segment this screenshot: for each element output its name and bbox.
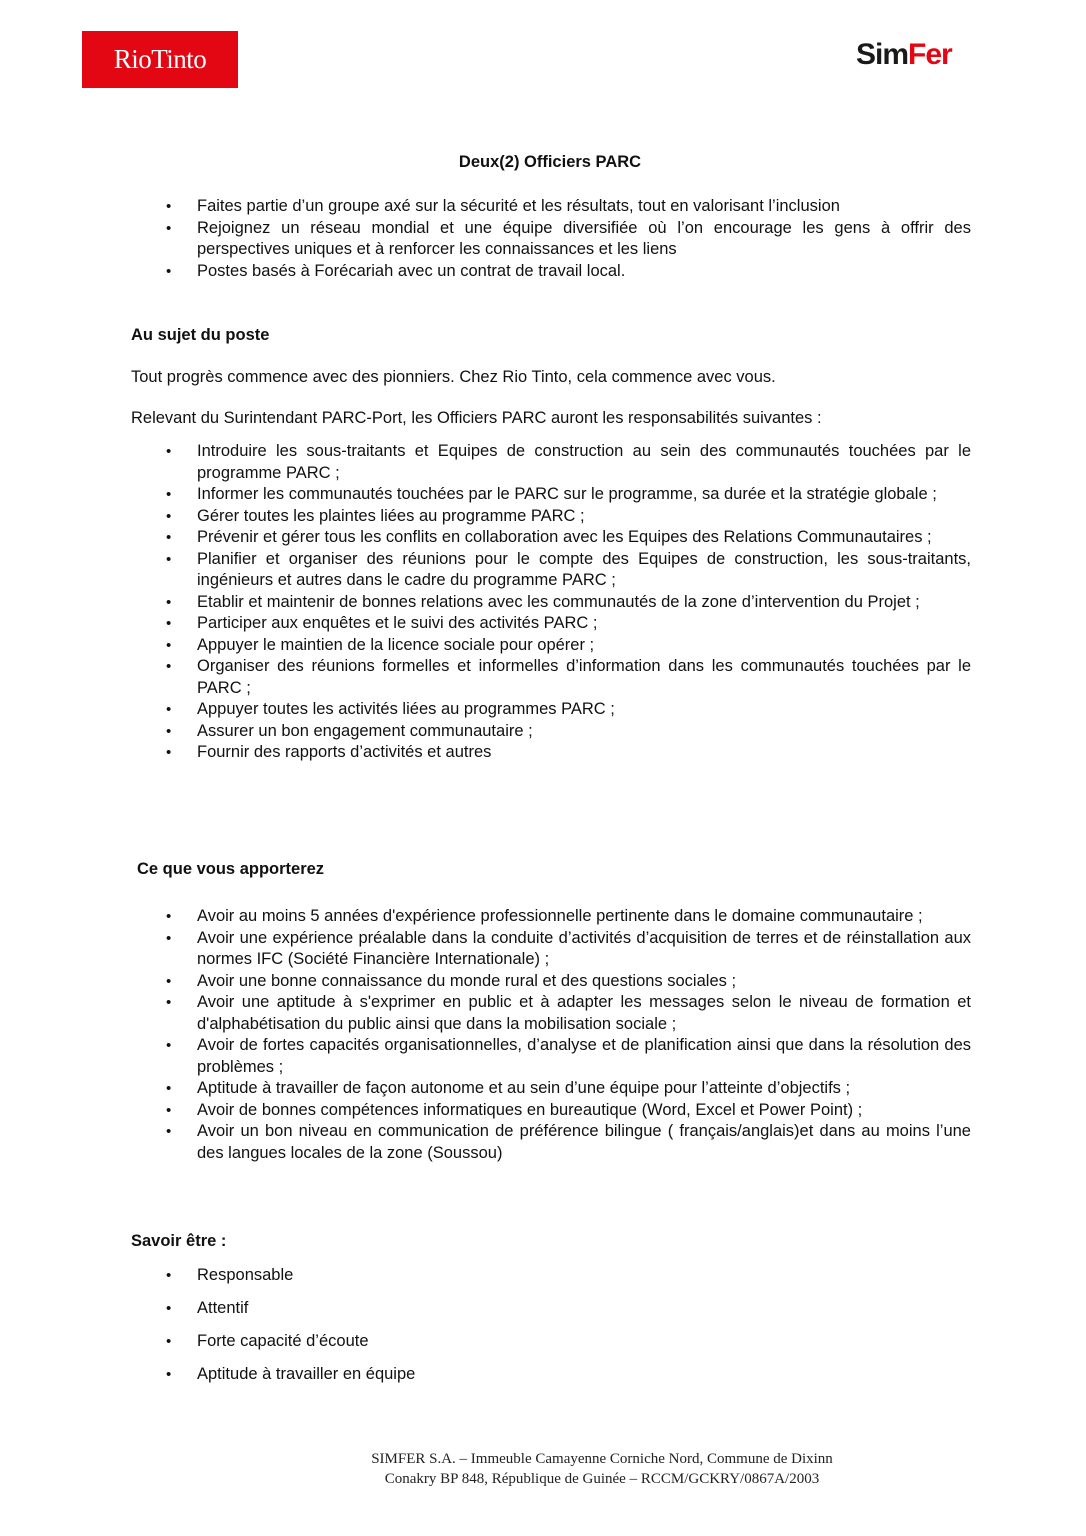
list-item: • Avoir au moins 5 années d'expérience professionnelle pertinente dans le domaine communautaire ; <box>131 906 971 928</box>
list-item: • Attentif <box>131 1298 971 1320</box>
list-item: • Informer les communautés touchées par le PARC sur le programme, sa durée et la stratégie globale ; <box>131 484 971 506</box>
list-item: • Rejoignez un réseau mondial et une équipe diversifiée où l’on encourage les gens à offrir des perspectives uniques et à renforcer les connaissances et les liens <box>131 218 971 261</box>
list-item: • Assurer un bon engagement communautaire ; <box>131 721 971 743</box>
list-item: • Appuyer le maintien de la licence sociale pour opérer ; <box>131 635 971 657</box>
footer-line-2: Conakry BP 848, République de Guinée – RCCM/GCKRY/0867A/2003 <box>384 1471 820 1487</box>
list-item: • Appuyer toutes les activités liées au programmes PARC ; <box>131 699 971 721</box>
list-item: • Avoir un bon niveau en communication de préférence bilingue ( français/anglais)et dans au moins l’une des langues locales de la zone (Soussou) <box>131 1121 971 1164</box>
list-item: • Aptitude à travailler de façon autonome et au sein d’une équipe pour l’atteinte d’objectifs ; <box>131 1078 971 1100</box>
list-item: • Prévenir et gérer tous les conflits en collaboration avec les Equipes des Relations Communautaires ; <box>131 527 971 549</box>
footer-line-1: SIMFER S.A. – Immeuble Camayenne Corniche Nord, Commune de Dixinn <box>371 1451 833 1467</box>
about-paragraph-2: Relevant du Surintendant PARC-Port, les Officiers PARC auront les responsabilités suivantes : <box>131 409 822 427</box>
list-item: • Forte capacité d’écoute <box>131 1331 971 1353</box>
list-item: • Planifier et organiser des réunions pour le compte des Equipes de construction, les sous-traitants, ingénieurs et autres dans le cadre du programme PARC ; <box>131 549 971 592</box>
page-title: Deux(2) Officiers PARC <box>458 153 642 171</box>
simfer-logo <box>856 38 952 72</box>
responsibilities-list <box>131 441 971 764</box>
list-item: • Faites partie d’un groupe axé sur la sécurité et les résultats, tout en valorisant l’inclusion <box>131 196 971 218</box>
list-item: • Aptitude à travailler en équipe <box>131 1364 971 1386</box>
intro-list <box>131 196 971 282</box>
section-heading-requirements: Ce que vous apporterez <box>137 860 325 878</box>
savoir-etre-list <box>131 1265 971 1397</box>
list-item: • Introduire les sous-traitants et Equipes de construction au sein des communautés touchées par le programme PARC ; <box>131 441 971 484</box>
section-heading-savoir-etre: Savoir être : <box>131 1232 227 1250</box>
list-item: • Gérer toutes les plaintes liées au programme PARC ; <box>131 506 971 528</box>
list-item: • Avoir de bonnes compétences informatiques en bureautique (Word, Excel et Power Point) ; <box>131 1100 971 1122</box>
list-item: • Avoir une expérience préalable dans la conduite d’activités d’acquisition de terres et de réinstallation aux normes IFC (Société Financière Internationale) ; <box>131 928 971 971</box>
list-item: • Avoir une aptitude à s'exprimer en public et à adapter les messages selon le niveau de formation et d'alphabétisation du public ainsi que dans la mobilisation sociale ; <box>131 992 971 1035</box>
list-item: • Fournir des rapports d’activités et autres <box>131 742 971 764</box>
list-item: • Organiser des réunions formelles et informelles d’information dans les communautés touchées par le PARC ; <box>131 656 971 699</box>
rio-tinto-logo <box>82 31 238 88</box>
simfer-logo-fer: Fer <box>908 38 952 71</box>
footer <box>0 1449 1086 1489</box>
about-paragraph-1: Tout progrès commence avec des pionniers. Chez Rio Tinto, cela commence avec vous. <box>131 368 776 386</box>
list-item: • Avoir de fortes capacités organisationnelles, d’analyse et de planification ainsi que dans la résolution des problèmes ; <box>131 1035 971 1078</box>
rio-tinto-logo-text: RioTinto <box>113 44 207 74</box>
list-item: • Avoir une bonne connaissance du monde rural et des questions sociales ; <box>131 971 971 993</box>
list-item: • Postes basés à Forécariah avec un contrat de travail local. <box>131 261 971 283</box>
requirements-list <box>131 906 971 1164</box>
section-heading-about: Au sujet du poste <box>131 326 270 344</box>
simfer-logo-sim: Sim <box>856 38 909 71</box>
list-item: • Responsable <box>131 1265 971 1287</box>
list-item: • Etablir et maintenir de bonnes relations avec les communautés de la zone d’intervention du Projet ; <box>131 592 971 614</box>
list-item: • Participer aux enquêtes et le suivi des activités PARC ; <box>131 613 971 635</box>
